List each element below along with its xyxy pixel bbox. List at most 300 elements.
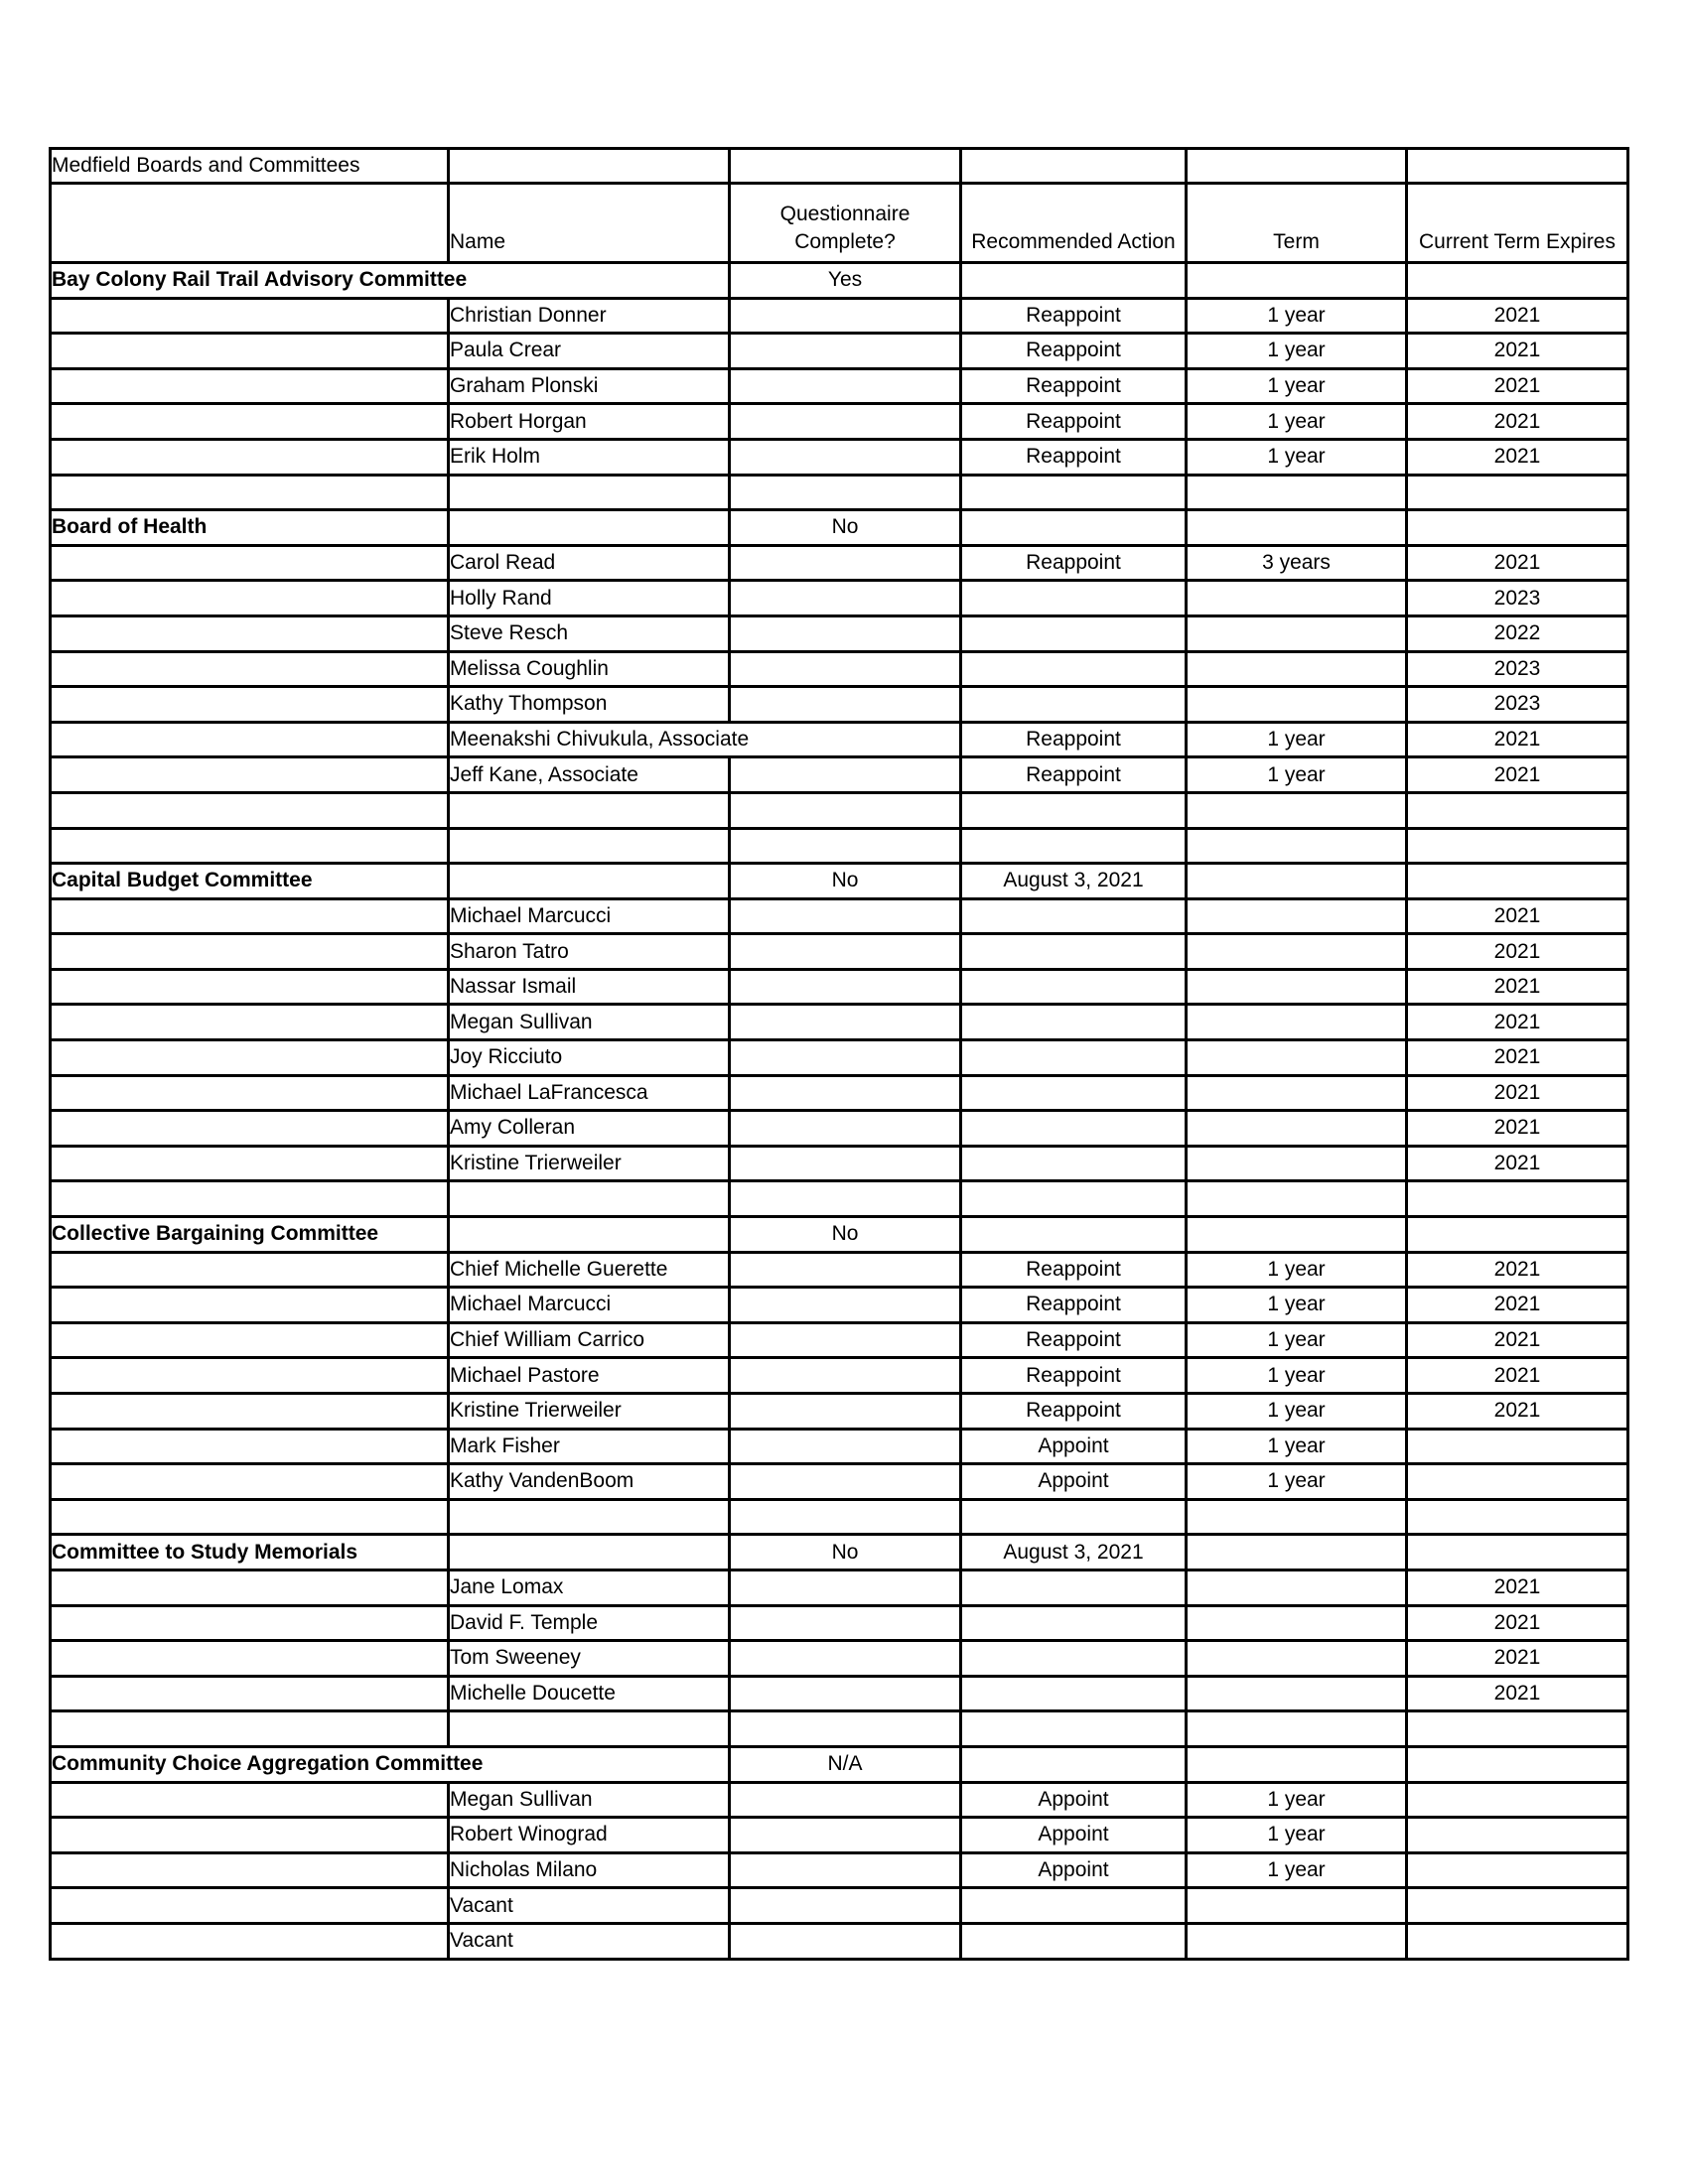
- action-cell: Reappoint: [961, 334, 1187, 369]
- questionnaire-cell: [730, 1923, 961, 1959]
- empty-cell: [51, 1711, 449, 1747]
- empty-cell: [730, 792, 961, 828]
- committee-cell: [51, 545, 449, 581]
- table-row: [51, 1111, 1628, 1147]
- action-cell: Reappoint: [961, 1252, 1187, 1288]
- questionnaire-cell: No: [730, 864, 961, 899]
- expires-cell: 2021: [1407, 1605, 1628, 1641]
- expires-cell: 2021: [1407, 1252, 1628, 1288]
- expires-cell: 2021: [1407, 1111, 1628, 1147]
- action-cell: [961, 581, 1187, 616]
- column-header-questionnaire: Questionnaire Complete?: [730, 184, 961, 263]
- action-cell: [961, 687, 1187, 723]
- table-row: [51, 1782, 1628, 1818]
- term-cell: 1 year: [1187, 404, 1407, 440]
- questionnaire-cell: [730, 1429, 961, 1464]
- table-row: [51, 864, 1628, 899]
- table-row: [51, 792, 1628, 828]
- questionnaire-cell: [730, 1852, 961, 1888]
- committee-cell: [51, 1075, 449, 1111]
- expires-cell: 2021: [1407, 439, 1628, 475]
- expires-cell: 2021: [1407, 404, 1628, 440]
- committee-cell: [51, 1676, 449, 1711]
- committee-cell: Capital Budget Committee: [51, 864, 449, 899]
- expires-cell: 2021: [1407, 1676, 1628, 1711]
- empty-cell: [1187, 149, 1407, 184]
- questionnaire-cell: [730, 757, 961, 793]
- term-cell: [1187, 1005, 1407, 1040]
- table-row: [51, 1252, 1628, 1288]
- committee-cell: [51, 404, 449, 440]
- committee-cell: [51, 615, 449, 651]
- action-cell: [961, 1040, 1187, 1076]
- empty-cell: [730, 475, 961, 510]
- action-cell: Reappoint: [961, 1358, 1187, 1394]
- term-cell: [1187, 263, 1407, 299]
- name-cell: David F. Temple: [449, 1605, 730, 1641]
- expires-cell: 2021: [1407, 1146, 1628, 1181]
- action-cell: Reappoint: [961, 404, 1187, 440]
- committee-cell: [51, 722, 449, 757]
- empty-cell: [1187, 1499, 1407, 1535]
- questionnaire-cell: No: [730, 510, 961, 546]
- action-cell: Appoint: [961, 1852, 1187, 1888]
- empty-cell: [1407, 1499, 1628, 1535]
- empty-cell: [449, 828, 730, 864]
- term-cell: [1187, 864, 1407, 899]
- name-cell: Erik Holm: [449, 439, 730, 475]
- questionnaire-cell: [730, 1288, 961, 1323]
- questionnaire-cell: [730, 368, 961, 404]
- questionnaire-cell: [730, 1641, 961, 1677]
- action-cell: [961, 1075, 1187, 1111]
- action-cell: [961, 1111, 1187, 1147]
- questionnaire-cell: [730, 1818, 961, 1853]
- committee-cell: [51, 757, 449, 793]
- table-row: [51, 687, 1628, 723]
- committee-cell: [51, 1040, 449, 1076]
- table-row: [51, 1217, 1628, 1253]
- name-cell: Megan Sullivan: [449, 1782, 730, 1818]
- action-cell: [961, 1746, 1187, 1782]
- committee-cell: [51, 1322, 449, 1358]
- committee-cell: [51, 687, 449, 723]
- table-row: [51, 1499, 1628, 1535]
- expires-cell: 2021: [1407, 969, 1628, 1005]
- empty-cell: [1407, 475, 1628, 510]
- questionnaire-cell: [730, 898, 961, 934]
- empty-cell: [730, 1499, 961, 1535]
- name-cell: Tom Sweeney: [449, 1641, 730, 1677]
- name-cell: Steve Resch: [449, 615, 730, 651]
- name-cell: Nassar Ismail: [449, 969, 730, 1005]
- questionnaire-cell: [730, 1075, 961, 1111]
- committee-cell: Board of Health: [51, 510, 449, 546]
- expires-cell: 2021: [1407, 898, 1628, 934]
- name-cell: [449, 1535, 730, 1570]
- table-row: [51, 1464, 1628, 1500]
- term-cell: [1187, 1535, 1407, 1570]
- term-cell: 1 year: [1187, 1429, 1407, 1464]
- action-cell: Reappoint: [961, 439, 1187, 475]
- questionnaire-cell: [730, 1252, 961, 1288]
- name-cell: Meenakshi Chivukula, Associate: [449, 722, 961, 757]
- action-cell: [961, 1676, 1187, 1711]
- expires-cell: 2021: [1407, 1005, 1628, 1040]
- action-cell: Reappoint: [961, 722, 1187, 757]
- term-cell: [1187, 510, 1407, 546]
- committee-cell: [51, 1464, 449, 1500]
- name-cell: Kristine Trierweiler: [449, 1146, 730, 1181]
- empty-cell: [961, 475, 1187, 510]
- table-row: [51, 404, 1628, 440]
- empty-cell: [449, 1181, 730, 1217]
- empty-cell: [1187, 475, 1407, 510]
- committee-cell: [51, 439, 449, 475]
- table-row: [51, 1040, 1628, 1076]
- table-row: [51, 1818, 1628, 1853]
- empty-cell: [1187, 1181, 1407, 1217]
- term-cell: [1187, 1605, 1407, 1641]
- committee-cell: [51, 1394, 449, 1430]
- term-cell: [1187, 934, 1407, 970]
- action-cell: Appoint: [961, 1464, 1187, 1500]
- empty-cell: [51, 792, 449, 828]
- committee-cell: [51, 1605, 449, 1641]
- expires-cell: [1407, 263, 1628, 299]
- name-cell: Kathy Thompson: [449, 687, 730, 723]
- questionnaire-cell: [730, 581, 961, 616]
- name-cell: Kathy VandenBoom: [449, 1464, 730, 1500]
- table-row: [51, 334, 1628, 369]
- empty-cell: [961, 149, 1187, 184]
- questionnaire-cell: [730, 1888, 961, 1924]
- empty-cell: [961, 828, 1187, 864]
- committee-cell: [51, 298, 449, 334]
- action-cell: Reappoint: [961, 1322, 1187, 1358]
- action-cell: Reappoint: [961, 298, 1187, 334]
- term-cell: 1 year: [1187, 1358, 1407, 1394]
- term-cell: [1187, 1676, 1407, 1711]
- name-cell: [449, 864, 730, 899]
- empty-cell: [730, 149, 961, 184]
- committee-cell: [51, 1888, 449, 1924]
- term-cell: [1187, 969, 1407, 1005]
- table-row: [51, 1535, 1628, 1570]
- name-cell: Kristine Trierweiler: [449, 1394, 730, 1430]
- committee-cell: [51, 581, 449, 616]
- empty-cell: [961, 1181, 1187, 1217]
- name-cell: Vacant: [449, 1923, 730, 1959]
- expires-cell: 2021: [1407, 1394, 1628, 1430]
- action-cell: [961, 969, 1187, 1005]
- action-cell: [961, 651, 1187, 687]
- name-cell: Paula Crear: [449, 334, 730, 369]
- action-cell: [961, 1005, 1187, 1040]
- name-cell: Sharon Tatro: [449, 934, 730, 970]
- term-cell: 1 year: [1187, 298, 1407, 334]
- name-cell: Megan Sullivan: [449, 1005, 730, 1040]
- expires-cell: 2021: [1407, 1570, 1628, 1605]
- table-row: [51, 1322, 1628, 1358]
- questionnaire-cell: [730, 1040, 961, 1076]
- committee-cell: [51, 1146, 449, 1181]
- term-cell: [1187, 1040, 1407, 1076]
- table-row: [51, 934, 1628, 970]
- term-cell: [1187, 1075, 1407, 1111]
- table-row: [51, 475, 1628, 510]
- empty-cell: [961, 1499, 1187, 1535]
- committee-cell: [51, 1252, 449, 1288]
- expires-cell: [1407, 1888, 1628, 1924]
- table-row: [51, 1605, 1628, 1641]
- table-row: [51, 1852, 1628, 1888]
- expires-cell: [1407, 1852, 1628, 1888]
- empty-cell: [449, 475, 730, 510]
- action-cell: Appoint: [961, 1818, 1187, 1853]
- questionnaire-cell: [730, 934, 961, 970]
- name-cell: Michael Marcucci: [449, 898, 730, 934]
- committee-cell: [51, 1005, 449, 1040]
- committee-cell: Community Choice Aggregation Committee: [51, 1746, 730, 1782]
- committee-cell: Collective Bargaining Committee: [51, 1217, 449, 1253]
- empty-cell: [730, 828, 961, 864]
- empty-cell: [1407, 149, 1628, 184]
- committee-cell: [51, 1641, 449, 1677]
- expires-cell: 2021: [1407, 298, 1628, 334]
- name-cell: [449, 510, 730, 546]
- column-header-expires: Current Term Expires: [1407, 184, 1628, 263]
- name-cell: Jeff Kane, Associate: [449, 757, 730, 793]
- expires-cell: [1407, 510, 1628, 546]
- committee-cell: [51, 1358, 449, 1394]
- committee-cell: [51, 368, 449, 404]
- action-cell: Reappoint: [961, 545, 1187, 581]
- committee-cell: [51, 1852, 449, 1888]
- term-cell: 1 year: [1187, 439, 1407, 475]
- table-row: [51, 722, 1628, 757]
- table-row: [51, 1005, 1628, 1040]
- questionnaire-cell: Yes: [730, 263, 961, 299]
- table-title-cell: Medfield Boards and Committees: [51, 149, 449, 184]
- term-cell: 1 year: [1187, 1322, 1407, 1358]
- name-cell: Holly Rand: [449, 581, 730, 616]
- questionnaire-cell: [730, 1005, 961, 1040]
- document-page: [49, 147, 1629, 1961]
- column-header-name: Name: [449, 184, 730, 263]
- name-cell: Nicholas Milano: [449, 1852, 730, 1888]
- term-cell: 1 year: [1187, 1252, 1407, 1288]
- column-header-action: Recommended Action: [961, 184, 1187, 263]
- empty-cell: [1187, 828, 1407, 864]
- table-row: [51, 149, 1628, 184]
- term-cell: [1187, 581, 1407, 616]
- expires-cell: [1407, 1464, 1628, 1500]
- action-cell: [961, 1888, 1187, 1924]
- questionnaire-cell: No: [730, 1217, 961, 1253]
- table-row: [51, 581, 1628, 616]
- committee-cell: [51, 898, 449, 934]
- expires-cell: 2021: [1407, 1075, 1628, 1111]
- table-row: [51, 898, 1628, 934]
- empty-cell: [730, 1181, 961, 1217]
- questionnaire-cell: [730, 334, 961, 369]
- table-row: [51, 615, 1628, 651]
- empty-cell: [1187, 1711, 1407, 1747]
- name-cell: Christian Donner: [449, 298, 730, 334]
- empty-cell: [51, 475, 449, 510]
- table-row: [51, 1641, 1628, 1677]
- action-cell: [961, 1605, 1187, 1641]
- empty-cell: [1187, 792, 1407, 828]
- term-cell: [1187, 615, 1407, 651]
- term-cell: 3 years: [1187, 545, 1407, 581]
- term-cell: [1187, 898, 1407, 934]
- questionnaire-cell: [730, 1394, 961, 1430]
- term-cell: 1 year: [1187, 1782, 1407, 1818]
- empty-cell: [449, 792, 730, 828]
- name-cell: Vacant: [449, 1888, 730, 1924]
- expires-cell: 2023: [1407, 687, 1628, 723]
- name-cell: Carol Read: [449, 545, 730, 581]
- expires-cell: [1407, 1535, 1628, 1570]
- expires-cell: 2021: [1407, 368, 1628, 404]
- questionnaire-cell: [730, 1782, 961, 1818]
- committee-cell: [51, 934, 449, 970]
- empty-cell: [51, 1499, 449, 1535]
- name-cell: Chief William Carrico: [449, 1322, 730, 1358]
- questionnaire-cell: [730, 1464, 961, 1500]
- name-cell: Jane Lomax: [449, 1570, 730, 1605]
- empty-cell: [1407, 792, 1628, 828]
- table-row: [51, 1746, 1628, 1782]
- column-header-term: Term: [1187, 184, 1407, 263]
- table-row: [51, 969, 1628, 1005]
- name-cell: Michael Pastore: [449, 1358, 730, 1394]
- name-cell: Michelle Doucette: [449, 1676, 730, 1711]
- questionnaire-cell: N/A: [730, 1746, 961, 1782]
- term-cell: [1187, 651, 1407, 687]
- term-cell: [1187, 1923, 1407, 1959]
- action-cell: [961, 898, 1187, 934]
- table-row: [51, 439, 1628, 475]
- table-row: [51, 828, 1628, 864]
- action-cell: [961, 1641, 1187, 1677]
- empty-cell: [1407, 1181, 1628, 1217]
- table-row: [51, 545, 1628, 581]
- questionnaire-cell: [730, 615, 961, 651]
- table-row: [51, 1429, 1628, 1464]
- table-row: [51, 1075, 1628, 1111]
- expires-cell: 2023: [1407, 581, 1628, 616]
- term-cell: 1 year: [1187, 334, 1407, 369]
- name-cell: Amy Colleran: [449, 1111, 730, 1147]
- questionnaire-cell: [730, 687, 961, 723]
- action-cell: [961, 1217, 1187, 1253]
- table-row: [51, 1570, 1628, 1605]
- table-row: [51, 1358, 1628, 1394]
- questionnaire-cell: [730, 1358, 961, 1394]
- action-cell: [961, 615, 1187, 651]
- name-cell: Melissa Coughlin: [449, 651, 730, 687]
- term-cell: [1187, 1641, 1407, 1677]
- term-cell: 1 year: [1187, 1464, 1407, 1500]
- committee-cell: [51, 1111, 449, 1147]
- term-cell: 1 year: [1187, 1852, 1407, 1888]
- empty-cell: [449, 1711, 730, 1747]
- expires-cell: [1407, 864, 1628, 899]
- questionnaire-cell: [730, 298, 961, 334]
- table-row: [51, 1146, 1628, 1181]
- questionnaire-cell: [730, 651, 961, 687]
- committee-cell: [51, 969, 449, 1005]
- empty-cell: [51, 1181, 449, 1217]
- questionnaire-cell: [730, 1146, 961, 1181]
- table-row: [51, 298, 1628, 334]
- expires-cell: [1407, 1746, 1628, 1782]
- committees-table-body: [51, 149, 1628, 1960]
- expires-cell: 2021: [1407, 722, 1628, 757]
- name-cell: Graham Plonski: [449, 368, 730, 404]
- empty-cell: [449, 1499, 730, 1535]
- expires-cell: [1407, 1217, 1628, 1253]
- term-cell: 1 year: [1187, 1288, 1407, 1323]
- term-cell: 1 year: [1187, 1394, 1407, 1430]
- table-row: [51, 1181, 1628, 1217]
- table-row: [51, 757, 1628, 793]
- name-cell: Joy Ricciuto: [449, 1040, 730, 1076]
- committee-cell: [51, 1923, 449, 1959]
- expires-cell: 2022: [1407, 615, 1628, 651]
- empty-cell: [961, 792, 1187, 828]
- action-cell: Appoint: [961, 1429, 1187, 1464]
- name-cell: Chief Michelle Guerette: [449, 1252, 730, 1288]
- questionnaire-cell: [730, 545, 961, 581]
- expires-cell: 2021: [1407, 1358, 1628, 1394]
- committee-cell: [51, 1570, 449, 1605]
- name-cell: [449, 1217, 730, 1253]
- questionnaire-cell: [730, 1322, 961, 1358]
- term-cell: 1 year: [1187, 757, 1407, 793]
- term-cell: 1 year: [1187, 722, 1407, 757]
- name-cell: Mark Fisher: [449, 1429, 730, 1464]
- action-cell: Appoint: [961, 1782, 1187, 1818]
- action-cell: [961, 1923, 1187, 1959]
- expires-cell: 2021: [1407, 1322, 1628, 1358]
- column-header-cell: [51, 184, 449, 263]
- table-row: [51, 368, 1628, 404]
- empty-cell: [1407, 1711, 1628, 1747]
- term-cell: [1187, 687, 1407, 723]
- empty-cell: [961, 1711, 1187, 1747]
- committees-table: [49, 147, 1629, 1961]
- committee-cell: [51, 1429, 449, 1464]
- term-cell: 1 year: [1187, 368, 1407, 404]
- committee-cell: [51, 1818, 449, 1853]
- table-row: [51, 184, 1628, 263]
- action-cell: [961, 934, 1187, 970]
- committee-cell: [51, 651, 449, 687]
- questionnaire-cell: [730, 1605, 961, 1641]
- committee-cell: Committee to Study Memorials: [51, 1535, 449, 1570]
- expires-cell: 2021: [1407, 1288, 1628, 1323]
- questionnaire-cell: [730, 1676, 961, 1711]
- committee-cell: [51, 1782, 449, 1818]
- committee-cell: [51, 334, 449, 369]
- action-cell: [961, 1570, 1187, 1605]
- term-cell: [1187, 1570, 1407, 1605]
- name-cell: Michael Marcucci: [449, 1288, 730, 1323]
